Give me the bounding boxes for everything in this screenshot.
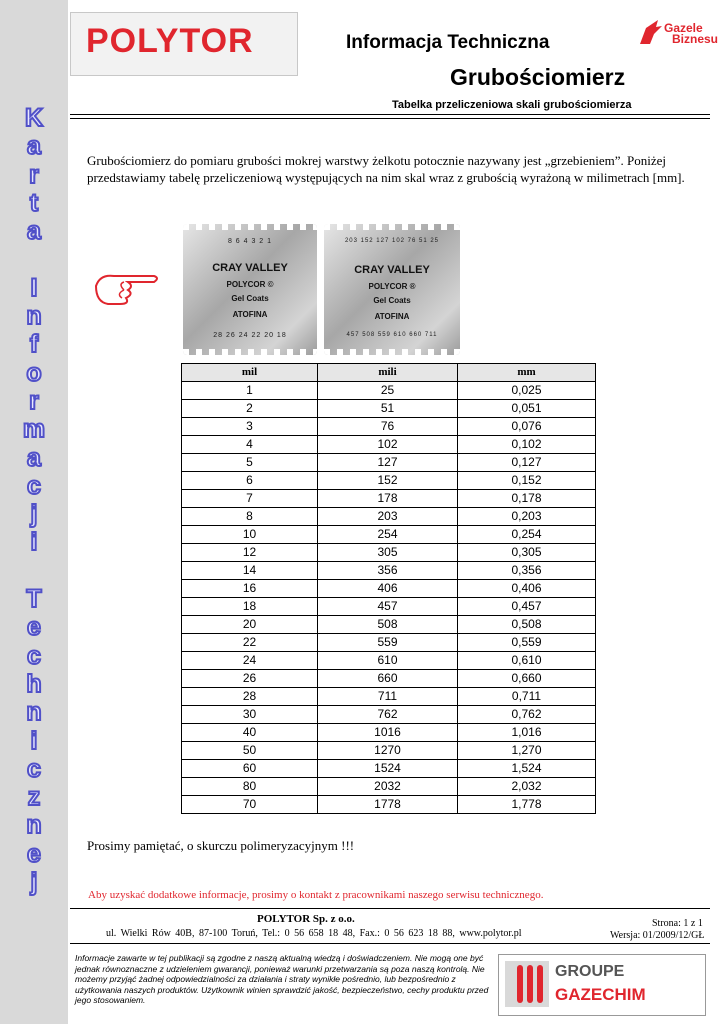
sidebar-letter: h	[26, 669, 42, 698]
cell-mili: 254	[318, 526, 458, 544]
cell-mil: 30	[182, 706, 318, 724]
cell-mm: 0,508	[458, 616, 596, 634]
header-divider	[70, 114, 710, 115]
gauge-photo-mil: 8 6 4 3 2 1 CRAY VALLEY POLYCOR © Gel Coats ATOFINA 28 26 24 22 20 18	[183, 224, 317, 355]
table-row	[182, 418, 596, 436]
cell-mil: 60	[182, 760, 318, 778]
cell-mil: 6	[182, 472, 318, 490]
col-header-mili: mili	[318, 364, 458, 382]
cell-mili: 457	[318, 598, 458, 616]
table-row	[182, 742, 596, 760]
table-row	[182, 580, 596, 598]
gazechim-mark-icon	[505, 961, 549, 1007]
cell-mm: 1,270	[458, 742, 596, 760]
cell-mm: 0,356	[458, 562, 596, 580]
sidebar-letter: o	[26, 358, 42, 387]
vertical-title	[19, 104, 49, 896]
footer-divider	[70, 908, 710, 909]
cell-mm: 0,254	[458, 526, 596, 544]
cell-mil: 12	[182, 544, 318, 562]
pointing-hand-icon	[94, 268, 164, 308]
cell-mili: 203	[318, 508, 458, 526]
cell-mm: 0,051	[458, 400, 596, 418]
footer-divider-2	[70, 943, 710, 944]
table-row	[182, 688, 596, 706]
sidebar-letter: r	[29, 386, 39, 415]
table-row	[182, 508, 596, 526]
cell-mili: 76	[318, 418, 458, 436]
table-body	[182, 382, 596, 814]
table-row	[182, 670, 596, 688]
gauge-photo-mili: 203 152 127 102 76 51 25 CRAY VALLEY POLYCOR ® Gel Coats ATOFINA 457 508 559 610 660 711	[324, 224, 460, 355]
cell-mm: 0,660	[458, 670, 596, 688]
header-divider-2	[70, 118, 710, 119]
table-row	[182, 382, 596, 400]
cell-mil: 1	[182, 382, 318, 400]
cell-mili: 559	[318, 634, 458, 652]
cell-mm: 1,778	[458, 796, 596, 814]
cell-mil: 2	[182, 400, 318, 418]
cell-mm: 0,076	[458, 418, 596, 436]
document-version: Wersja: 01/2009/12/GŁ	[610, 930, 705, 941]
table-row	[182, 598, 596, 616]
gauge-bottom-scale: 457 508 559 610 660 711	[346, 332, 438, 338]
cell-mili: 1778	[318, 796, 458, 814]
cell-mm: 0,203	[458, 508, 596, 526]
table-row	[182, 472, 596, 490]
cell-mili: 508	[318, 616, 458, 634]
footer-address: ul. Wielki Rów 40B, 87-100 Toruń, Tel.: 0 56 658 18 48, Fax.: 0 56 623 18 88, www.polytor.pl	[106, 928, 522, 939]
cell-mm: 0,762	[458, 706, 596, 724]
cell-mili: 51	[318, 400, 458, 418]
cell-mm: 0,152	[458, 472, 596, 490]
conversion-table	[181, 363, 596, 814]
cell-mil: 70	[182, 796, 318, 814]
cell-mil: 18	[182, 598, 318, 616]
sidebar-letter: K	[24, 104, 44, 132]
cell-mm: 0,305	[458, 544, 596, 562]
gazechim-line1: GROUPE	[555, 963, 625, 980]
badge-line2: Biznesu	[672, 32, 719, 46]
contact-note: Aby uzyskać dodatkowe informacje, prosimy o kontakt z pracownikami naszego serwisu technicznego.	[88, 889, 544, 901]
page-number: Strona: 1 z 1	[652, 918, 703, 929]
cell-mili: 102	[318, 436, 458, 454]
gazechim-line2: GAZECHIM	[555, 985, 646, 1004]
badge-line1: Gazele	[664, 21, 703, 35]
gazechim-logo	[498, 954, 706, 1016]
sidebar-letter: j	[30, 868, 38, 897]
cell-mm: 1,524	[458, 760, 596, 778]
table-row	[182, 544, 596, 562]
gauge-bottom-scale: 28 26 24 22 20 18	[213, 332, 287, 339]
cell-mili: 1016	[318, 724, 458, 742]
cell-mil: 3	[182, 418, 318, 436]
sidebar-letter: c	[27, 754, 41, 783]
cell-mil: 20	[182, 616, 318, 634]
cell-mil: 16	[182, 580, 318, 598]
cell-mil: 40	[182, 724, 318, 742]
table-row	[182, 796, 596, 814]
sidebar-letter: r	[29, 160, 39, 189]
table-row	[182, 562, 596, 580]
cell-mm: 0,178	[458, 490, 596, 508]
sidebar-letter: e	[27, 613, 41, 642]
cell-mm: 2,032	[458, 778, 596, 796]
col-header-mil: mil	[182, 364, 318, 382]
cell-mili: 2032	[318, 778, 458, 796]
cell-mil: 14	[182, 562, 318, 580]
cell-mil: 8	[182, 508, 318, 526]
gauge-top-scale: 203 152 127 102 76 51 25	[344, 238, 440, 244]
table-row	[182, 454, 596, 472]
sidebar-letter: T	[26, 585, 42, 614]
cell-mm: 0,559	[458, 634, 596, 652]
table-row	[182, 652, 596, 670]
sidebar-letter: m	[22, 415, 46, 444]
table-header-row	[182, 364, 596, 382]
sidebar-gap	[19, 557, 49, 585]
table-row	[182, 400, 596, 418]
sidebar-letter: a	[27, 443, 41, 472]
col-header-mm: mm	[458, 364, 596, 382]
header-title: Informacja Techniczna	[346, 32, 550, 53]
sidebar-letter: f	[29, 330, 39, 359]
product-subtitle: Tabelka przeliczeniowa skali grubościomierza	[392, 99, 632, 111]
cell-mili: 1270	[318, 742, 458, 760]
table-row	[182, 526, 596, 544]
cell-mm: 1,016	[458, 724, 596, 742]
gauge-top-scale: 8 6 4 3 2 1	[227, 238, 273, 245]
sidebar-letter: c	[27, 471, 41, 500]
table-row	[182, 706, 596, 724]
sidebar-letter: i	[30, 726, 38, 755]
gazelle-icon	[636, 18, 664, 48]
table-row	[182, 616, 596, 634]
cell-mil: 24	[182, 652, 318, 670]
cell-mili: 25	[318, 382, 458, 400]
gauge-brand: CRAY VALLEY	[212, 262, 288, 274]
sidebar-letter: t	[29, 188, 39, 217]
sidebar-letter: z	[27, 783, 41, 812]
cell-mili: 127	[318, 454, 458, 472]
sidebar-gap	[19, 245, 49, 273]
cell-mil: 4	[182, 436, 318, 454]
cell-mm: 0,406	[458, 580, 596, 598]
sidebar-letter: I	[30, 273, 38, 302]
footer-company: POLYTOR Sp. z o.o.	[257, 913, 355, 925]
gauge-brand: CRAY VALLEY	[354, 264, 430, 276]
cell-mili: 152	[318, 472, 458, 490]
cell-mm: 0,711	[458, 688, 596, 706]
sidebar-letter: n	[26, 302, 42, 331]
cell-mili: 406	[318, 580, 458, 598]
polytor-logo: POLYTOR	[86, 22, 254, 60]
gazele-biznesu-badge	[636, 18, 719, 48]
cell-mili: 305	[318, 544, 458, 562]
table-row	[182, 724, 596, 742]
sidebar-letter: n	[26, 811, 42, 840]
table-row	[182, 760, 596, 778]
cell-mil: 7	[182, 490, 318, 508]
sidebar-letter: n	[26, 698, 42, 727]
cell-mili: 356	[318, 562, 458, 580]
sidebar-letter: i	[30, 528, 38, 557]
sidebar-letter: c	[27, 641, 41, 670]
product-title: Grubościomierz	[450, 64, 626, 90]
sidebar-letter: a	[27, 217, 41, 246]
cell-mm: 0,025	[458, 382, 596, 400]
cell-mili: 1524	[318, 760, 458, 778]
cell-mm: 0,102	[458, 436, 596, 454]
cell-mili: 711	[318, 688, 458, 706]
cell-mil: 10	[182, 526, 318, 544]
cell-mili: 610	[318, 652, 458, 670]
table-row	[182, 436, 596, 454]
intro-paragraph: Grubościomierz do pomiaru grubości mokrej warstwy żelkotu potocznie nazywany jest „grzebieniem”. Poniżej przedstawiamy tabelę przeliczeniową występujących na nim skal wraz z grubością wyrażoną w milimetrach [mm].	[87, 153, 685, 185]
cell-mil: 22	[182, 634, 318, 652]
cell-mil: 5	[182, 454, 318, 472]
sidebar-letter: e	[27, 839, 41, 868]
table-row	[182, 778, 596, 796]
cell-mm: 0,457	[458, 598, 596, 616]
table-row	[182, 634, 596, 652]
cell-mil: 28	[182, 688, 318, 706]
cell-mili: 660	[318, 670, 458, 688]
table-row	[182, 490, 596, 508]
cell-mm: 0,610	[458, 652, 596, 670]
sidebar-letter: j	[30, 500, 38, 529]
legal-disclaimer: Informacje zawarte w tej publikacji są zgodne z naszą aktualną wiedzą i doświadczeniem. Nie mogą one być jednak równoznaczne z udzieleniem gwarancji, ponieważ warunki przetwarzania są poza naszą kontrolą. Nie możemy przyjąć żadnej odpowiedzialności za działania i straty wynikłe pośrednio, lub bezpośrednio z użytkowania naszych produktów. Użytkownik winien sprawdzić jakość, bezpieczeństwo, cechy produktu przed jego stosowaniem.	[75, 953, 489, 1006]
sidebar-letter: a	[27, 132, 41, 161]
cell-mm: 0,127	[458, 454, 596, 472]
cell-mili: 762	[318, 706, 458, 724]
cell-mili: 178	[318, 490, 458, 508]
shrinkage-reminder: Prosimy pamiętać, o skurczu polimeryzacyjnym !!!	[87, 838, 355, 853]
cell-mil: 50	[182, 742, 318, 760]
cell-mil: 80	[182, 778, 318, 796]
cell-mil: 26	[182, 670, 318, 688]
